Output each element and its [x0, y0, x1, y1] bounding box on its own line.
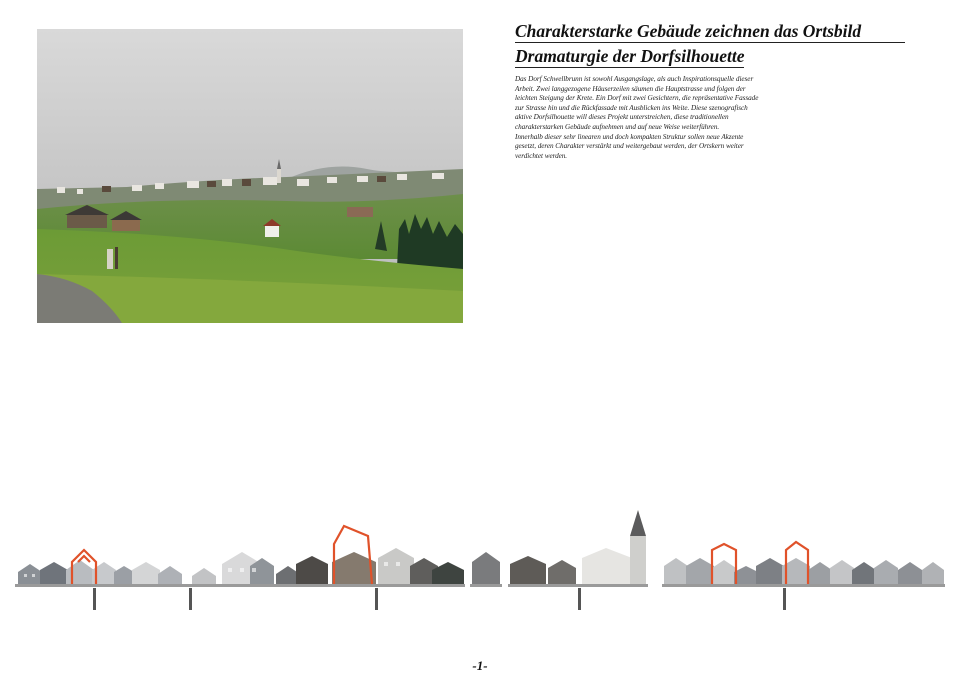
heading-block: [515, 20, 910, 68]
section-markers: [93, 588, 786, 610]
description-text: [515, 75, 760, 161]
church-tower: [630, 536, 646, 584]
ground-line: [15, 584, 945, 587]
church-spire: [630, 510, 646, 536]
house-row-church: [510, 510, 646, 584]
house-row-right: [664, 558, 944, 584]
village-silhouette: [0, 500, 960, 620]
house-single: [472, 552, 500, 584]
house-row-left: [18, 548, 464, 584]
village-photo: [37, 29, 463, 323]
paragraph-density: Innerhalb dieser sehr linearen und doch kompakten Struktur sollen neue Akzente gesetzt, deren Charakter verstärkt und weitergebaut werden, der Ortskern weiter verdichtet werden.: [515, 132, 744, 160]
sub-heading: Dramaturgie der Dorfsilhouette: [515, 46, 745, 66]
page-number: -1-: [472, 658, 488, 673]
main-heading: Charakterstarke Gebäude zeichnen das Ortsbild: [515, 20, 905, 43]
paragraph-intro: Das Dorf Schwellbrunn ist sowohl Ausgangslage, als auch Inspirationsquelle dieser Arbeit. Zwei langgezogene Häuserzeilen säumen die Hauptstrasse und folgen der leichten Steigung der Krete. Ein Dorf mit zwei Gesichtern, die repräsentative Fassade zur Strasse hin und die Rückfassade mit Ausblicken ins Weite. Diese szenografisch aktive Dorfsilhouette will dieses Projekt unterstreichen, diese traditionellen charakterstarken Gebäude aufnehmen und auf neue Weise weiterführen.: [515, 75, 759, 131]
